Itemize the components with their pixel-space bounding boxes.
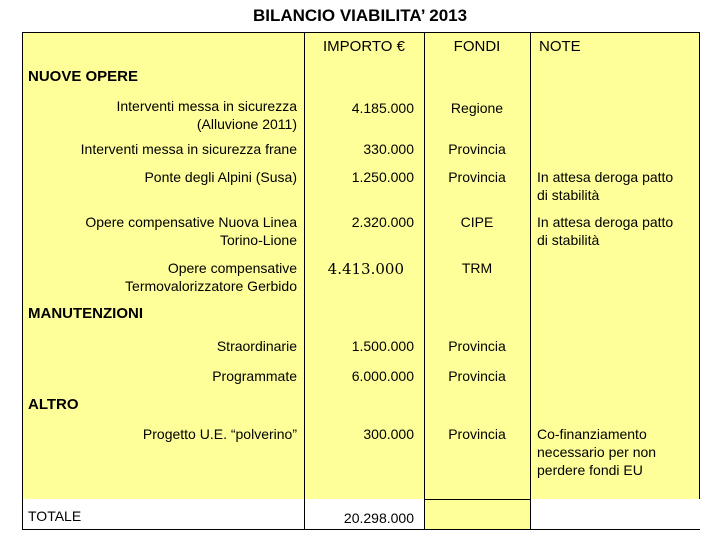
row-description: Straordinarie [216, 338, 297, 354]
row-fondi: CIPE [460, 214, 494, 230]
row-importo: 2.320.000 [351, 214, 414, 230]
row-description: Ponte degli Alpini (Susa) [144, 169, 297, 185]
total-note-cell [530, 499, 700, 529]
section-manutenzioni: MANUTENZIONI [28, 305, 143, 322]
row-description: Programmate [212, 368, 297, 384]
row-importo: 1.250.000 [351, 169, 414, 185]
total-label: TOTALE [28, 508, 82, 524]
row-note-line: necessario per non [537, 444, 657, 460]
row-fondi: Provincia [448, 169, 506, 185]
row-fondi: Provincia [448, 141, 506, 157]
row-note-line: perdere fondi EU [537, 462, 643, 478]
row-note [537, 425, 656, 479]
row-note-line: di stabilità [537, 187, 600, 203]
section-altro: ALTRO [28, 396, 79, 413]
row-fondi: Provincia [448, 426, 506, 442]
row-description-line: Termovalorizzatore Gerbido [125, 278, 297, 294]
row-description [23, 97, 297, 133]
row-description: Progetto U.E. “polverino” [142, 426, 297, 442]
row-fondi: Regione [450, 100, 504, 116]
header-importo: IMPORTO € [323, 38, 405, 55]
row-note [537, 168, 673, 204]
page-title: BILANCIO VIABILITA’ 2013 [252, 6, 468, 25]
header-fondi: FONDI [453, 38, 501, 55]
budget-table [22, 32, 700, 530]
row-importo: 1.500.000 [351, 338, 414, 354]
column-divider [530, 33, 531, 529]
row-note-line: In attesa deroga patto [537, 169, 674, 185]
row-note-line: In attesa deroga patto [537, 214, 674, 230]
row-importo: 300.000 [363, 426, 414, 442]
row-fondi: Provincia [448, 338, 506, 354]
row-description-line: Torino-Lione [219, 232, 297, 248]
row-importo: 6.000.000 [351, 368, 414, 384]
row-note [537, 213, 673, 249]
row-description [23, 213, 297, 249]
row-description-line: Opere compensative Nuova Linea [85, 214, 297, 230]
row-importo: 4.185.000 [351, 100, 414, 116]
row-description-line: (Alluvione 2011) [196, 116, 297, 132]
row-description [23, 259, 297, 295]
row-note-line: di stabilità [537, 232, 600, 248]
row-description: Interventi messa in sicurezza frane [80, 141, 297, 157]
row-fondi: TRM [461, 260, 493, 276]
total-importo: 20.298.000 [343, 510, 414, 526]
row-importo: 330.000 [363, 141, 414, 157]
row-description-line: Interventi messa in sicurezza [116, 98, 297, 114]
section-nuove-opere: NUOVE OPERE [28, 68, 139, 85]
row-fondi: Provincia [448, 368, 506, 384]
header-note: NOTE [539, 38, 581, 55]
row-importo: 4.413.000 [327, 260, 404, 278]
row-description-line: Opere compensative [167, 260, 297, 276]
row-note-line: Co-finanziamento [537, 426, 647, 442]
